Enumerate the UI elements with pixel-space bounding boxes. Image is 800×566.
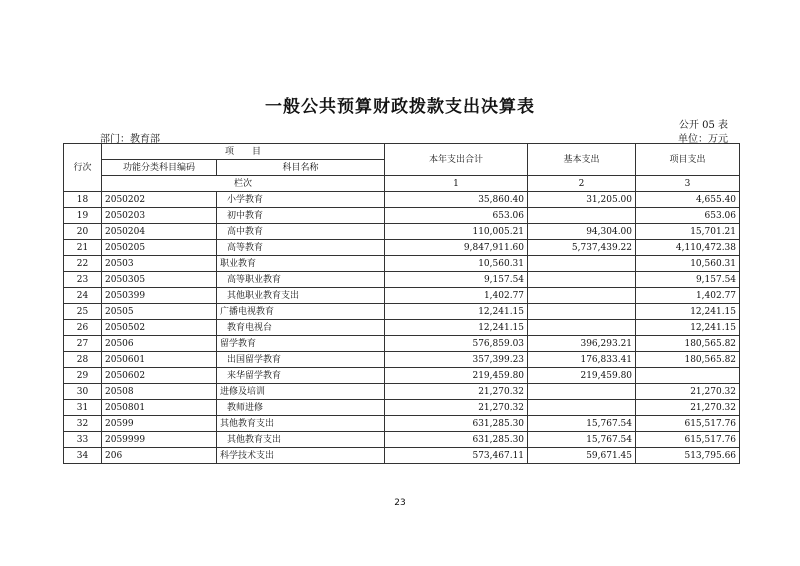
row-number-cell: 33	[64, 432, 102, 448]
unit-label: 单位：万元	[678, 134, 728, 145]
project-expenditure-cell: 21,270.32	[636, 384, 740, 400]
subject-name-cell: 职业教育	[217, 256, 385, 272]
table-row	[64, 272, 740, 288]
subject-name-cell: 教师进修	[217, 400, 385, 416]
function-code-cell: 2050502	[102, 320, 217, 336]
basic-expenditure-cell	[528, 400, 636, 416]
subject-name-cell: 小学教育	[217, 192, 385, 208]
basic-expenditure-cell: 219,459.80	[528, 368, 636, 384]
function-code-cell: 20505	[102, 304, 217, 320]
basic-expenditure-cell	[528, 272, 636, 288]
project-expenditure-cell: 12,241.15	[636, 320, 740, 336]
page-number: 23	[394, 498, 406, 508]
project-expenditure-cell: 4,655.40	[636, 192, 740, 208]
function-code-cell: 2050602	[102, 368, 217, 384]
basic-expenditure-cell	[528, 384, 636, 400]
header-column-index: 栏次	[102, 176, 385, 192]
header-row-no: 行次	[64, 144, 102, 192]
subject-name-cell: 高中教育	[217, 224, 385, 240]
table-row	[64, 416, 740, 432]
basic-expenditure-cell	[528, 288, 636, 304]
row-number-cell: 25	[64, 304, 102, 320]
table-row	[64, 256, 740, 272]
basic-expenditure-cell	[528, 320, 636, 336]
total-expenditure-cell: 12,241.15	[385, 304, 528, 320]
function-code-cell: 2059999	[102, 432, 217, 448]
project-expenditure-cell: 1,402.77	[636, 288, 740, 304]
row-number-cell: 24	[64, 288, 102, 304]
subject-name-cell: 其他教育支出	[217, 432, 385, 448]
total-expenditure-cell: 576,859.03	[385, 336, 528, 352]
total-expenditure-cell: 357,399.23	[385, 352, 528, 368]
total-expenditure-cell: 219,459.80	[385, 368, 528, 384]
function-code-cell: 2050203	[102, 208, 217, 224]
table-row	[64, 288, 740, 304]
total-expenditure-cell: 21,270.32	[385, 384, 528, 400]
basic-expenditure-cell: 31,205.00	[528, 192, 636, 208]
function-code-cell: 2050801	[102, 400, 217, 416]
project-expenditure-cell: 10,560.31	[636, 256, 740, 272]
subject-name-cell: 其他职业教育支出	[217, 288, 385, 304]
function-code-cell: 2050305	[102, 272, 217, 288]
table-row	[64, 384, 740, 400]
total-expenditure-cell: 9,157.54	[385, 272, 528, 288]
row-number-cell: 31	[64, 400, 102, 416]
subject-name-cell: 高等教育	[217, 240, 385, 256]
basic-expenditure-cell: 15,767.54	[528, 416, 636, 432]
project-expenditure-cell: 21,270.32	[636, 400, 740, 416]
header-col3: 3	[636, 176, 740, 192]
total-expenditure-cell: 21,270.32	[385, 400, 528, 416]
row-number-cell: 30	[64, 384, 102, 400]
function-code-cell: 20599	[102, 416, 217, 432]
project-expenditure-cell: 615,517.76	[636, 432, 740, 448]
function-code-cell: 20506	[102, 336, 217, 352]
table-row	[64, 304, 740, 320]
project-expenditure-cell: 180,565.82	[636, 336, 740, 352]
table-row	[64, 400, 740, 416]
basic-expenditure-cell: 396,293.21	[528, 336, 636, 352]
header-col2: 2	[528, 176, 636, 192]
row-number-cell: 20	[64, 224, 102, 240]
total-expenditure-cell: 631,285.30	[385, 432, 528, 448]
table-row	[64, 368, 740, 384]
basic-expenditure-cell: 5,737,439.22	[528, 240, 636, 256]
row-number-cell: 29	[64, 368, 102, 384]
basic-expenditure-cell	[528, 304, 636, 320]
table-row	[64, 448, 740, 464]
subject-name-cell: 出国留学教育	[217, 352, 385, 368]
table-row	[64, 240, 740, 256]
row-number-cell: 22	[64, 256, 102, 272]
header-name: 科目名称	[217, 160, 385, 176]
header-project-expenditure: 项目支出	[636, 144, 740, 176]
function-code-cell: 2050204	[102, 224, 217, 240]
subject-name-cell: 教育电视台	[217, 320, 385, 336]
table-row	[64, 336, 740, 352]
project-expenditure-cell: 12,241.15	[636, 304, 740, 320]
subject-name-cell: 来华留学教育	[217, 368, 385, 384]
total-expenditure-cell: 631,285.30	[385, 416, 528, 432]
basic-expenditure-cell	[528, 208, 636, 224]
total-expenditure-cell: 653.06	[385, 208, 528, 224]
total-expenditure-cell: 10,560.31	[385, 256, 528, 272]
department-label: 部门：教育部	[100, 134, 160, 145]
subject-name-cell: 留学教育	[217, 336, 385, 352]
header-code: 功能分类科目编码	[102, 160, 217, 176]
basic-expenditure-cell: 59,671.45	[528, 448, 636, 464]
row-number-cell: 27	[64, 336, 102, 352]
function-code-cell: 20503	[102, 256, 217, 272]
row-number-cell: 32	[64, 416, 102, 432]
total-expenditure-cell: 12,241.15	[385, 320, 528, 336]
row-number-cell: 19	[64, 208, 102, 224]
project-expenditure-cell: 15,701.21	[636, 224, 740, 240]
function-code-cell: 2050601	[102, 352, 217, 368]
expenditure-table	[63, 143, 740, 464]
row-number-cell: 34	[64, 448, 102, 464]
table-row	[64, 432, 740, 448]
header-basic: 基本支出	[528, 144, 636, 176]
subject-name-cell: 广播电视教育	[217, 304, 385, 320]
header-total: 本年支出合计	[385, 144, 528, 176]
project-expenditure-cell: 180,565.82	[636, 352, 740, 368]
subject-name-cell: 科学技术支出	[217, 448, 385, 464]
basic-expenditure-cell: 15,767.54	[528, 432, 636, 448]
total-expenditure-cell: 35,860.40	[385, 192, 528, 208]
total-expenditure-cell: 110,005.21	[385, 224, 528, 240]
total-expenditure-cell: 573,467.11	[385, 448, 528, 464]
function-code-cell: 2050205	[102, 240, 217, 256]
project-expenditure-cell: 4,110,472.38	[636, 240, 740, 256]
row-number-cell: 28	[64, 352, 102, 368]
subject-name-cell: 初中教育	[217, 208, 385, 224]
project-expenditure-cell: 513,795.66	[636, 448, 740, 464]
project-expenditure-cell: 9,157.54	[636, 272, 740, 288]
basic-expenditure-cell: 94,304.00	[528, 224, 636, 240]
row-number-cell: 21	[64, 240, 102, 256]
table-row	[64, 208, 740, 224]
project-expenditure-cell: 615,517.76	[636, 416, 740, 432]
subject-name-cell: 进修及培训	[217, 384, 385, 400]
total-expenditure-cell: 1,402.77	[385, 288, 528, 304]
project-expenditure-cell	[636, 368, 740, 384]
header-project: 项 目	[102, 144, 385, 160]
header-col1: 1	[385, 176, 528, 192]
function-code-cell: 2050202	[102, 192, 217, 208]
table-row	[64, 224, 740, 240]
project-expenditure-cell: 653.06	[636, 208, 740, 224]
subject-name-cell: 高等职业教育	[217, 272, 385, 288]
form-number: 公开 05 表	[678, 120, 728, 131]
table-row	[64, 192, 740, 208]
table-row	[64, 352, 740, 368]
total-expenditure-cell: 9,847,911.60	[385, 240, 528, 256]
row-number-cell: 23	[64, 272, 102, 288]
subject-name-cell: 其他教育支出	[217, 416, 385, 432]
function-code-cell: 20508	[102, 384, 217, 400]
basic-expenditure-cell	[528, 256, 636, 272]
function-code-cell: 2050399	[102, 288, 217, 304]
basic-expenditure-cell: 176,833.41	[528, 352, 636, 368]
function-code-cell: 206	[102, 448, 217, 464]
row-number-cell: 18	[64, 192, 102, 208]
report-title: 一般公共预算财政拨款支出决算表	[265, 97, 535, 117]
table-row	[64, 320, 740, 336]
row-number-cell: 26	[64, 320, 102, 336]
